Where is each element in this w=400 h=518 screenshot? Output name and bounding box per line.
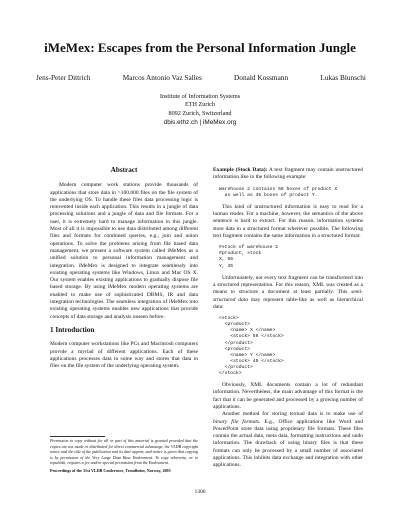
emphasis-binary-formats: binary file formats: [213, 418, 260, 425]
paragraph-xml-text-end: may represent table-like as well as hierarchical data:: [213, 296, 363, 310]
paragraph-binary: [213, 411, 363, 469]
author-list: [36, 73, 366, 82]
affiliation-line: Institute of Information Systems: [159, 93, 241, 100]
paragraph-binary-text-end: . E.g., Office applications like Word and PowerPoint store data using proprietary file formats. These files contain the actual data, meta data, formatting instructions and undo information. The drawback of using binary files is that these formats can only be processed by a small number of associated applications. This inhibits data exchange and integration with other applications.: [213, 418, 363, 469]
right-column: [213, 167, 363, 470]
example-label: Example (Stock Data):: [213, 167, 268, 173]
paper-title: iMeMex: Escapes from the Personal Information Jungle: [44, 40, 356, 55]
author-name: Jens-Peter Dittrich: [36, 73, 91, 82]
example-intro: [213, 167, 363, 182]
example-intro-text: A text fragment may contain unstructured information like in the following example:: [213, 167, 363, 181]
paragraph-xml: [213, 275, 363, 311]
paragraph-binary-text: Another method for storing textual data is to make use of: [222, 411, 363, 418]
affiliation-block: [0, 93, 400, 128]
footnote-rule: [50, 436, 105, 437]
intro-text: Modern computer workstations like PCs and Macintosh computers provide a myriad of different applications. Each of these applications processes data in some way and stores that data in files on the file system of the underlying operating system.: [50, 341, 198, 370]
paragraph-redundancy: Obviously, XML documents contain a lot of redundant information. Nevertheless, the main advantage of this format is the fact that it can be generated and processed by a growing number of applications.: [213, 382, 363, 410]
paragraph-xml-text: Unfortunately, not every text fragment can be transformed into a structured representation. For this reason, XML was created as a means to structure a document at least partially. This: [213, 274, 363, 296]
author-name: Donald Kossmann: [234, 73, 289, 82]
affiliation-line: 8092 Zurich, Switzerland: [168, 109, 232, 117]
abstract-text: Modern computer work stations provide thousands of applications that store data in >100.000 files on the file system of the underlying OS. To handle these files data processing logic is reinvented inside each application. This results in a jungle of data processing solutions and a jungle of data and file formats. For a user, it is extremely hard to manage information in this jungle. Most of all it is impossible to use data distributed among different files and formats for combined queries, e.g., join and union operations. To solve the problems arising from file based data management, we present a software system called iMeMex as a unified solution to personal information management and integration. iMeMex is designed to integrate seamlessly into existing operating systems like Windows, Linux and Mac OS X. Our system enables existing applications to gradually dispose file based storage. By using iMeMex modern operating systems are enabled to make use of sophisticated DBMS, IR and data integration technologies. The seamless integration of iMeMex into existing operating systems enables new applications that provide concepts of data storage and analysis unseen before.: [50, 182, 198, 320]
permission-notice: Permission to copy without fee all or part of this material is granted provided that the copies are not made or distributed for direct commercial advantage, the VLDB copyright notice and the title of the publication and its date appear, and notice is given that copying is by permission of the Very Large Data Base Endowment. To copy otherwise, or to republish, requires a fee and/or special permission from the Endowment.: [50, 438, 198, 465]
author-name: Lukas Blunschi: [320, 73, 366, 82]
author-name: Marcos Antonio Vaz Salles: [122, 73, 202, 82]
affiliation-line: ETH Zurich: [184, 101, 216, 109]
intro-heading: 1 Introduction: [50, 325, 95, 334]
code-xml: <stock> <product> <name> X </name> <stock> 56 </stock> </product> <product> <name> Y </name> <stock> 45 </stock> </product> </stock>: [219, 316, 284, 376]
proceedings-line: Proceedings of the 31st VLDB Conference, Trondheim, Norway, 2005: [50, 467, 171, 473]
emphasis-semi-structured: semi-structured data: [213, 289, 363, 303]
footnote: [50, 438, 198, 473]
paragraph-unstructured: This kind of unstructured information is easy to read for a human reader. For a machine, however, the semantics of the above sentence is hard to extract. For this reason, information systems store data in a structured format wherever possible. The following text fragment contains the same information in a structured format:: [213, 203, 363, 239]
code-unstructured: Warehouse 2 contains 56 boxes of product X as well as 45 boxes of product Y.: [219, 186, 338, 198]
contact-links[interactable]: dbis.ethz.ch | iMeMex.org: [163, 119, 237, 127]
code-structured: #stock of warehouse 2 #product, stock X, 56 Y, 45: [219, 245, 279, 269]
left-column: [50, 167, 198, 370]
abstract-heading: Abstract: [110, 166, 138, 174]
page-number: 1306: [194, 489, 206, 495]
